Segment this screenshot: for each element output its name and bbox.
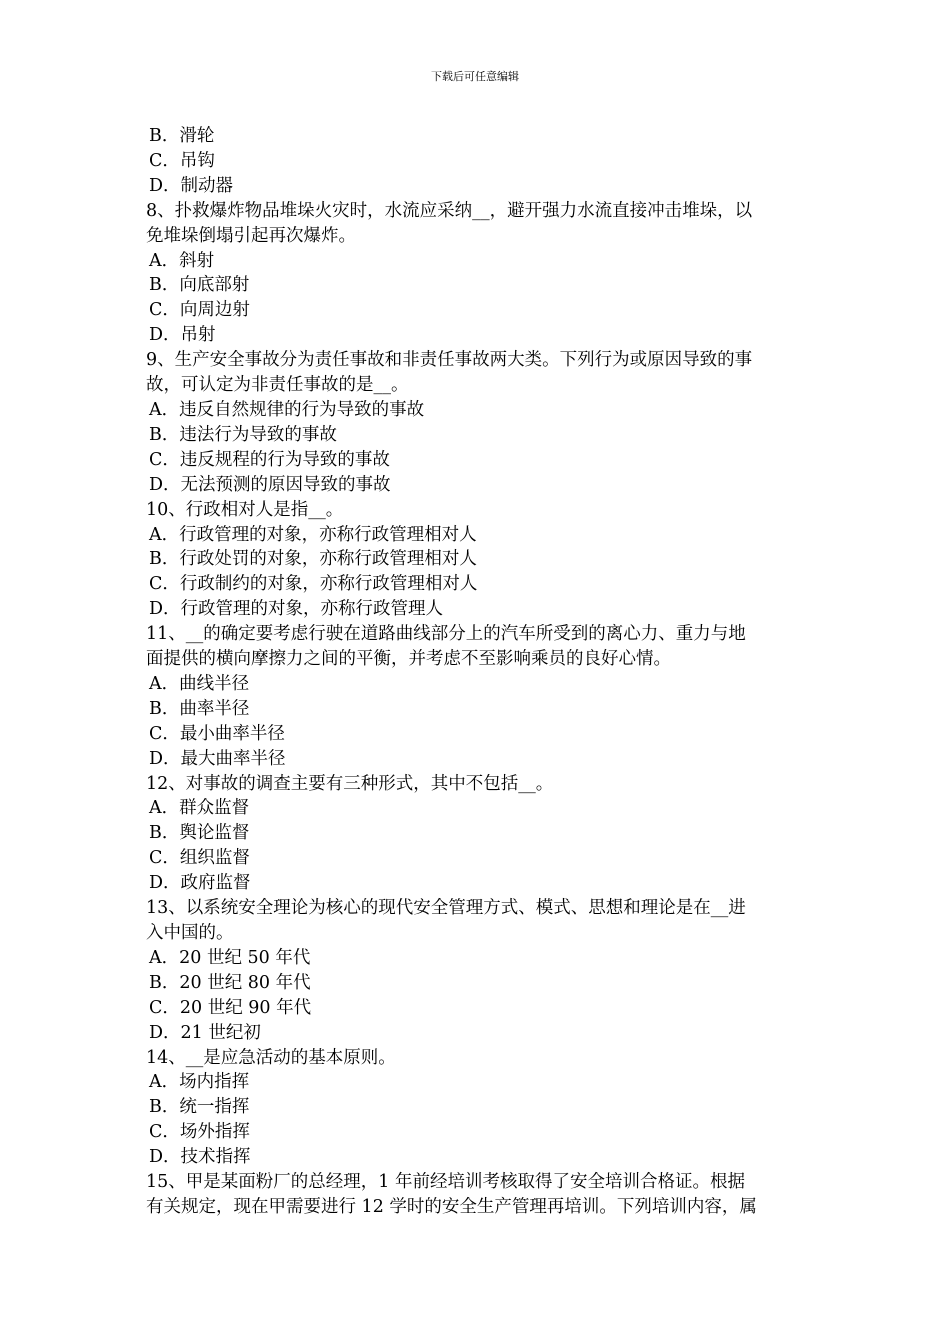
answer-option: C．违反规程的行为导致的事故	[149, 449, 390, 470]
answer-option: D．无法预测的原因导致的事故	[149, 474, 391, 495]
answer-option: B．统一指挥	[149, 1097, 250, 1118]
answer-option: B．违法行为导致的事故	[149, 424, 337, 445]
question-text-line: 10、行政相对人是指__。	[146, 499, 344, 520]
answer-option: A．违反自然规律的行为导致的事故	[149, 399, 425, 420]
answer-option: C．组织监督	[149, 848, 250, 869]
answer-option: B．行政处罚的对象，亦称行政管理相对人	[149, 549, 477, 570]
answer-option: C．最小曲率半径	[149, 723, 285, 744]
answer-option: A．曲线半径	[149, 673, 250, 694]
question-text-line: 故，可认定为非责任事故的是__。	[146, 375, 409, 396]
page-header: 下载后可任意编辑	[431, 70, 519, 83]
answer-option: C．向周边射	[149, 300, 250, 321]
document-body	[146, 124, 806, 1220]
question-text-line: 15、甲是某面粉厂的总经理，1 年前经培训考核取得了安全培训合格证。根据	[146, 1172, 745, 1193]
answer-option: B．向底部射	[149, 275, 250, 296]
answer-option: A．行政管理的对象，亦称行政管理相对人	[149, 524, 477, 545]
answer-option: C．行政制约的对象，亦称行政管理相对人	[149, 574, 478, 595]
answer-option: D．技术指挥	[149, 1147, 251, 1168]
question-text-line: 入中国的。	[146, 923, 234, 943]
question-text-line: 12、对事故的调查主要有三种形式，其中不包括__。	[146, 773, 554, 794]
question-text-line: 11、__的确定要考虑行驶在道路曲线部分上的汽车所受到的离心力、重力与地	[146, 624, 746, 645]
question-text-line: 13、以系统安全理论为核心的现代安全管理方式、模式、思想和理论是在__进	[146, 898, 746, 919]
answer-option: D．行政管理的对象，亦称行政管理人	[149, 599, 444, 620]
question-text-line: 14、__是应急活动的基本原则。	[146, 1047, 396, 1068]
answer-option: A．群众监督	[149, 798, 250, 819]
answer-option: B．滑轮	[149, 126, 215, 146]
answer-option: B．20 世纪 80 年代	[149, 972, 311, 993]
answer-option: C．吊钩	[149, 150, 215, 171]
answer-option: A．场内指挥	[149, 1072, 250, 1093]
answer-option: D．吊射	[149, 325, 216, 346]
question-text-line: 8、扑救爆炸物品堆垛火灾时，水流应采纳__，避开强力水流直接冲击堆垛，以	[146, 200, 753, 221]
question-text-line: 面提供的横向摩擦力之间的平衡，并考虑不至影响乘员的良好心情。	[146, 649, 671, 670]
question-text-line: 有关规定，现在甲需要进行 12 学时的安全生产管理再培训。下列培训内容，属	[146, 1196, 757, 1217]
answer-option: A．斜射	[149, 250, 215, 271]
answer-option: D．最大曲率半径	[149, 748, 286, 769]
answer-option: B．舆论监督	[149, 823, 250, 844]
answer-option: C．20 世纪 90 年代	[149, 997, 312, 1018]
answer-option: D．政府监督	[149, 873, 251, 894]
answer-option: D．21 世纪初	[149, 1022, 261, 1043]
question-text-line: 免堆垛倒塌引起再次爆炸。	[146, 225, 356, 246]
question-text-line: 9、生产安全事故分为责任事故和非责任事故两大类。下列行为或原因导致的事	[146, 350, 753, 371]
answer-option: D．制动器	[149, 175, 234, 196]
answer-option: A．20 世纪 50 年代	[149, 947, 311, 968]
answer-option: B．曲率半径	[149, 698, 250, 719]
answer-option: C．场外指挥	[149, 1122, 250, 1143]
